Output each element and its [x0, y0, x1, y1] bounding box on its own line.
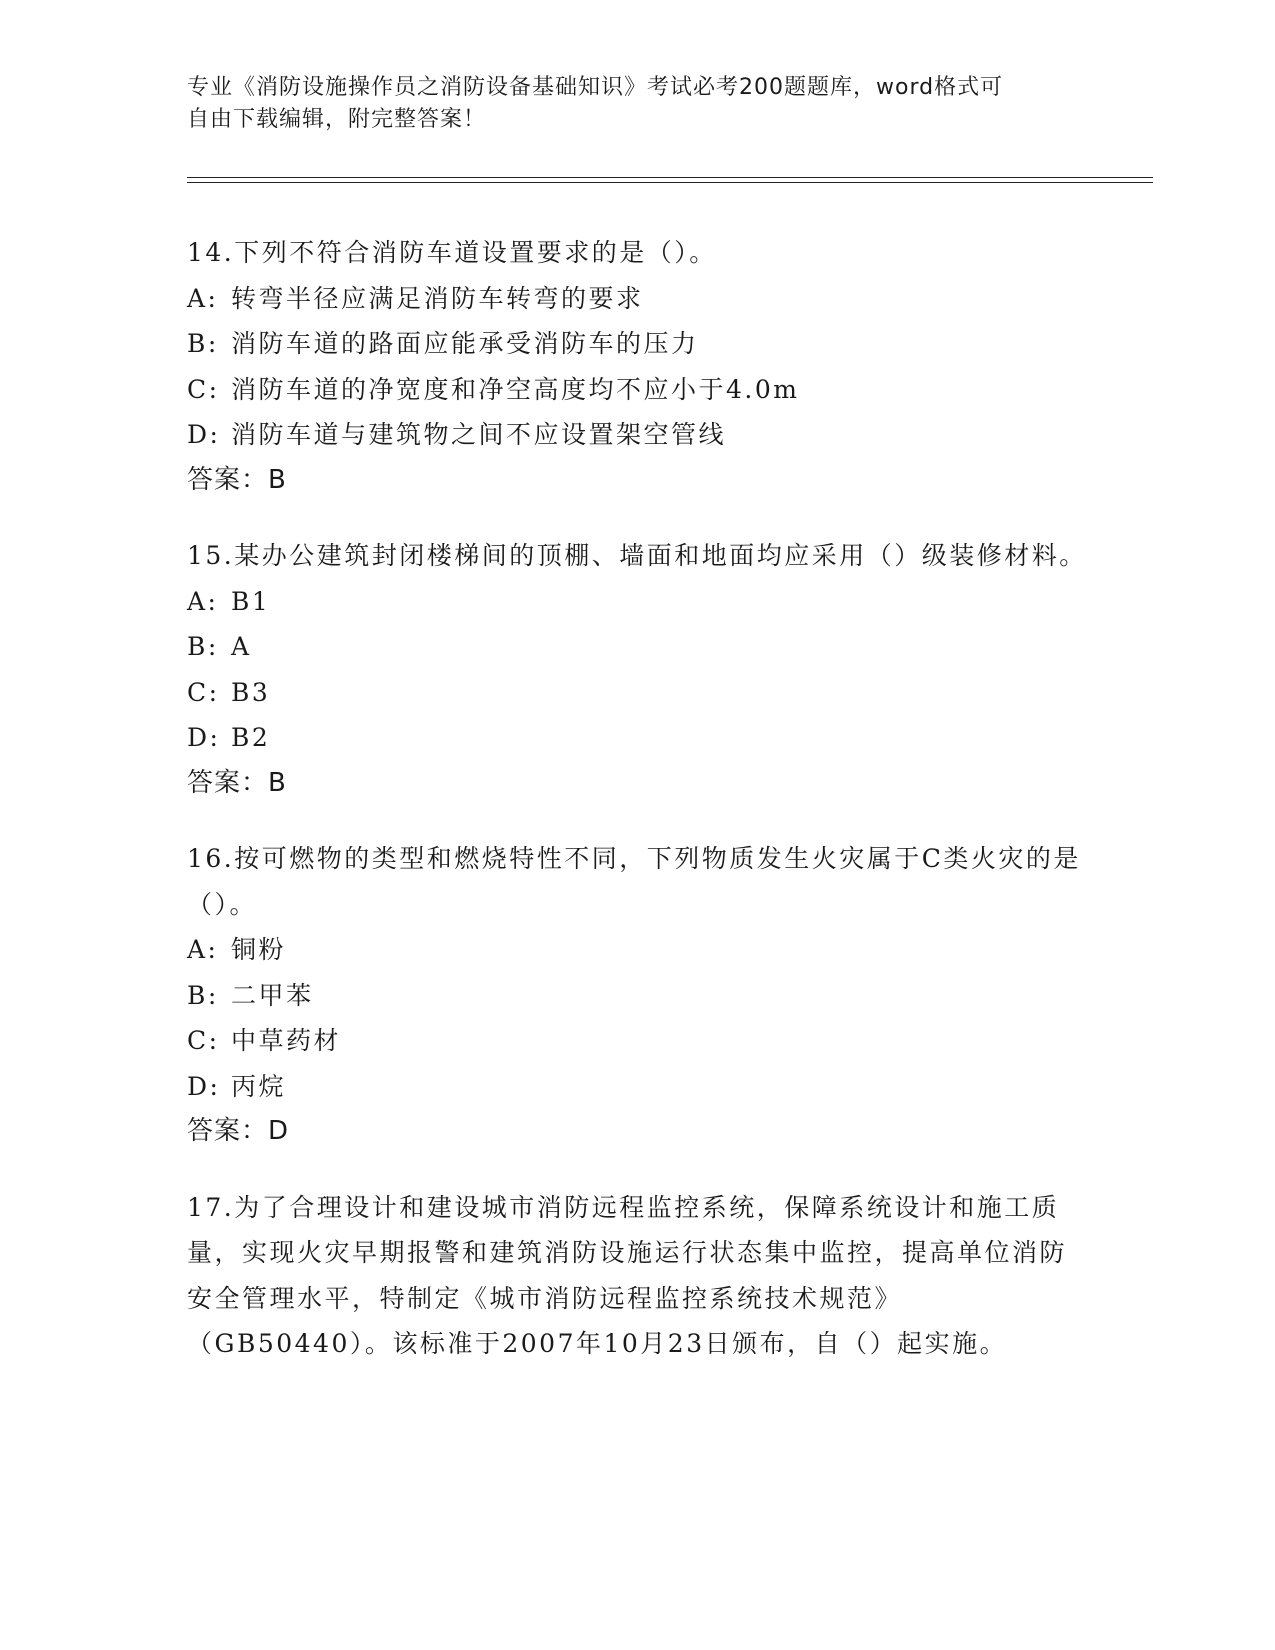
header-line-1: 专业《消防设施操作员之消防设备基础知识》考试必考200题题库，word格式可 [187, 75, 1004, 100]
option-b [187, 624, 1087, 670]
question-14 [187, 230, 1087, 503]
answer-line: 答案：B [187, 767, 287, 798]
option-text: B2 [231, 723, 271, 752]
option-c [187, 670, 1087, 716]
option-letter: D: [187, 1071, 221, 1101]
option-b [187, 973, 1087, 1019]
option-a [187, 927, 1087, 973]
option-text: 消防车道与建筑物之间不应设置架空管线 [231, 420, 727, 449]
question-stem: 14.下列不符合消防车道设置要求的是（）。 [187, 238, 717, 267]
option-text: 转弯半径应满足消防车转弯的要求 [231, 283, 644, 313]
option-letter: B: [187, 632, 219, 661]
question-stem: 17.为了合理设计和建设城市消防远程监控系统，保障系统设计和施工质量，实现火灾早期报警和建筑消防设施运行状态集中监控，提高单位消防安全管理水平，特制定《城市消防远程监控系统技术规范》（GB50440）。该标准于2007年10月23日颁布，自（）起实施。 [187, 1192, 1068, 1358]
option-a [187, 276, 1087, 322]
question-stem: 16.按可燃物的类型和燃烧特性不同，下列物质发生火灾属于C类火灾的是（）。 [187, 844, 1081, 919]
option-b [187, 321, 1087, 367]
option-text: 中草药材 [231, 1026, 342, 1055]
option-letter: A: [187, 935, 219, 964]
option-text: 丙烷 [231, 1071, 287, 1101]
question-16 [187, 836, 1087, 1155]
option-text: 二甲苯 [231, 980, 314, 1010]
answer-line: 答案：D [187, 1116, 290, 1146]
option-letter: D: [187, 723, 221, 752]
option-letter: A: [187, 283, 219, 313]
question-list [187, 230, 1087, 1397]
header-divider [187, 177, 1153, 183]
option-letter: B: [187, 329, 219, 358]
option-text: B3 [231, 677, 271, 707]
option-a [187, 579, 1087, 625]
option-letter: D: [187, 420, 221, 449]
answer-line: 答案：B [187, 464, 287, 495]
option-letter: A: [187, 586, 219, 616]
option-letter: C: [187, 677, 220, 707]
option-d [187, 1064, 1087, 1110]
option-d [187, 412, 1087, 458]
option-text: 消防车道的净宽度和净空高度均不应小于4.0m [231, 374, 800, 404]
option-letter: B: [187, 980, 219, 1010]
option-c [187, 1018, 1087, 1064]
option-letter: C: [187, 374, 220, 404]
document-header [187, 72, 1067, 136]
question-17 [187, 1185, 1087, 1367]
question-stem: 15.某办公建筑封闭楼梯间的顶棚、墙面和地面均应采用（）级装修材料。 [187, 541, 1087, 570]
option-letter: C: [187, 1026, 220, 1055]
option-text: 消防车道的路面应能承受消防车的压力 [231, 329, 699, 358]
option-d [187, 715, 1087, 761]
option-text: A [231, 632, 252, 661]
option-c [187, 367, 1087, 413]
option-text: 铜粉 [231, 935, 287, 964]
option-text: B1 [231, 586, 271, 616]
question-15 [187, 533, 1087, 806]
header-line-2: 自由下载编辑，附完整答案！ [187, 107, 487, 132]
